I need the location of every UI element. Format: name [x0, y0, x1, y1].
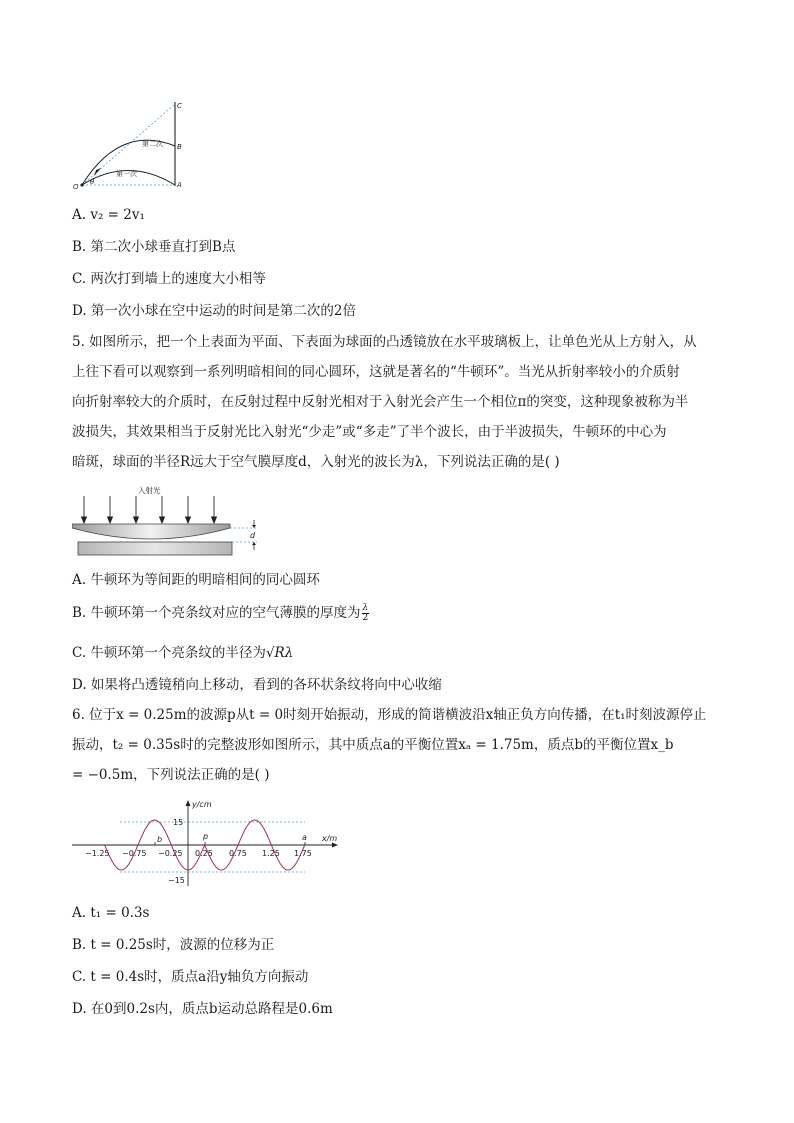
x-tick: −0.25	[158, 849, 183, 858]
q4-option-b: B. 第二次小球垂直打到B点	[72, 239, 236, 255]
q4-option-c: C. 两次打到墙上的速度大小相等	[72, 271, 266, 287]
x-tick: 1.25	[262, 849, 280, 858]
q6-stem	[72, 700, 722, 790]
frac-den: 2	[362, 613, 369, 623]
label-O: O	[73, 183, 79, 191]
x-tick: −0.75	[122, 849, 147, 858]
q5-option-c-text: C. 牛顿环第一个亮条纹的半径为	[72, 645, 266, 661]
q6-option-c: C. t = 0.4s时，质点a沿y轴负方向振动	[72, 969, 309, 985]
x-tick: −1.25	[85, 849, 110, 858]
label-B: B	[177, 143, 182, 151]
projectile-figure	[72, 98, 192, 194]
y-tick-15: 15	[173, 818, 184, 827]
label-theta: θ	[90, 178, 95, 186]
label-A: A	[177, 181, 182, 189]
wave-figure	[70, 798, 350, 890]
q5-line: 5. 如图所示，把一个上表面为平面、下表面为球面的凸透镜放在水平玻璃板上，让单色光从上方射入，从	[72, 334, 697, 350]
q5-line: 波损失，其效果相当于反射光比入射光“少走”或“多走”了半个波长，由于半波损失，牛顿环的中心为	[72, 424, 667, 440]
sqrt-r-lambda: √Rλ	[265, 645, 294, 661]
q5-line: 上往下看可以观察到一系列明暗相间的同心圆环，这就是著名的“牛顿环”。当光从折射率较小的介质射	[72, 364, 680, 380]
q4-option-a: A. v₂ = 2v₁	[72, 207, 145, 223]
q5-stem	[72, 327, 722, 477]
q6-option-a: A. t₁ = 0.3s	[72, 905, 150, 921]
d-label: d	[250, 531, 256, 540]
incident-light-label: 入射光	[138, 486, 161, 495]
y-axis-label: y/cm	[192, 800, 212, 809]
q6-option-d: D. 在0到0.2s内，质点b运动总路程是0.6m	[72, 1001, 333, 1017]
point-p-label: p	[203, 832, 209, 841]
x-tick: 1.75	[294, 849, 312, 858]
newton-ring-figure	[72, 484, 272, 560]
q5-option-d: D. 如果将凸透镜稍向上移动，看到的各环状条纹将向中心收缩	[72, 677, 442, 693]
q5-line: 向折射率较大的介质时，在反射过程中反射光相对于入射光会产生一个相位π的突变，这种现象被称为半	[72, 394, 689, 410]
point-b-label: b	[157, 835, 163, 844]
q6-line: = −0.5m，下列说法正确的是( )	[72, 767, 270, 783]
q5-option-b	[72, 604, 369, 623]
label-first: 第一次	[116, 170, 137, 178]
q5-option-a: A. 牛顿环为等间距的明暗相间的同心圆环	[72, 572, 320, 588]
q5-option-b-text: B. 牛顿环第一个亮条纹对应的空气薄膜的厚度为	[72, 605, 361, 621]
q6-option-b: B. t = 0.25s时，波源的位移为正	[72, 937, 275, 953]
label-second: 第二次	[142, 140, 163, 148]
x-tick: 0.75	[229, 849, 247, 858]
frac-num: λ	[362, 603, 369, 613]
q5-option-c	[72, 644, 293, 662]
q4-option-d: D. 第一次小球在空中运动的时间是第二次的2倍	[72, 303, 357, 319]
x-tick: 0.25	[195, 849, 213, 858]
label-C: C	[177, 102, 182, 110]
x-axis-label: x/m	[322, 834, 338, 843]
q6-line: 振动，t₂ = 0.35s时的完整波形如图所示，其中质点a的平衡位置xₐ = 1.75m，质点b的平衡位置x_b	[72, 737, 674, 753]
point-a-label: a	[302, 833, 307, 842]
q6-line: 6. 位于x = 0.25m的波源p从t = 0时刻开始振动，形成的简谐横波沿x轴正负方向传播，在t₁时刻波源停止	[72, 707, 707, 723]
lambda-over-2	[362, 604, 370, 623]
y-tick-neg15: −15	[168, 876, 185, 885]
q5-line: 暗斑，球面的半径R远大于空气膜厚度d，入射光的波长为λ，下列说法正确的是( )	[72, 454, 560, 470]
